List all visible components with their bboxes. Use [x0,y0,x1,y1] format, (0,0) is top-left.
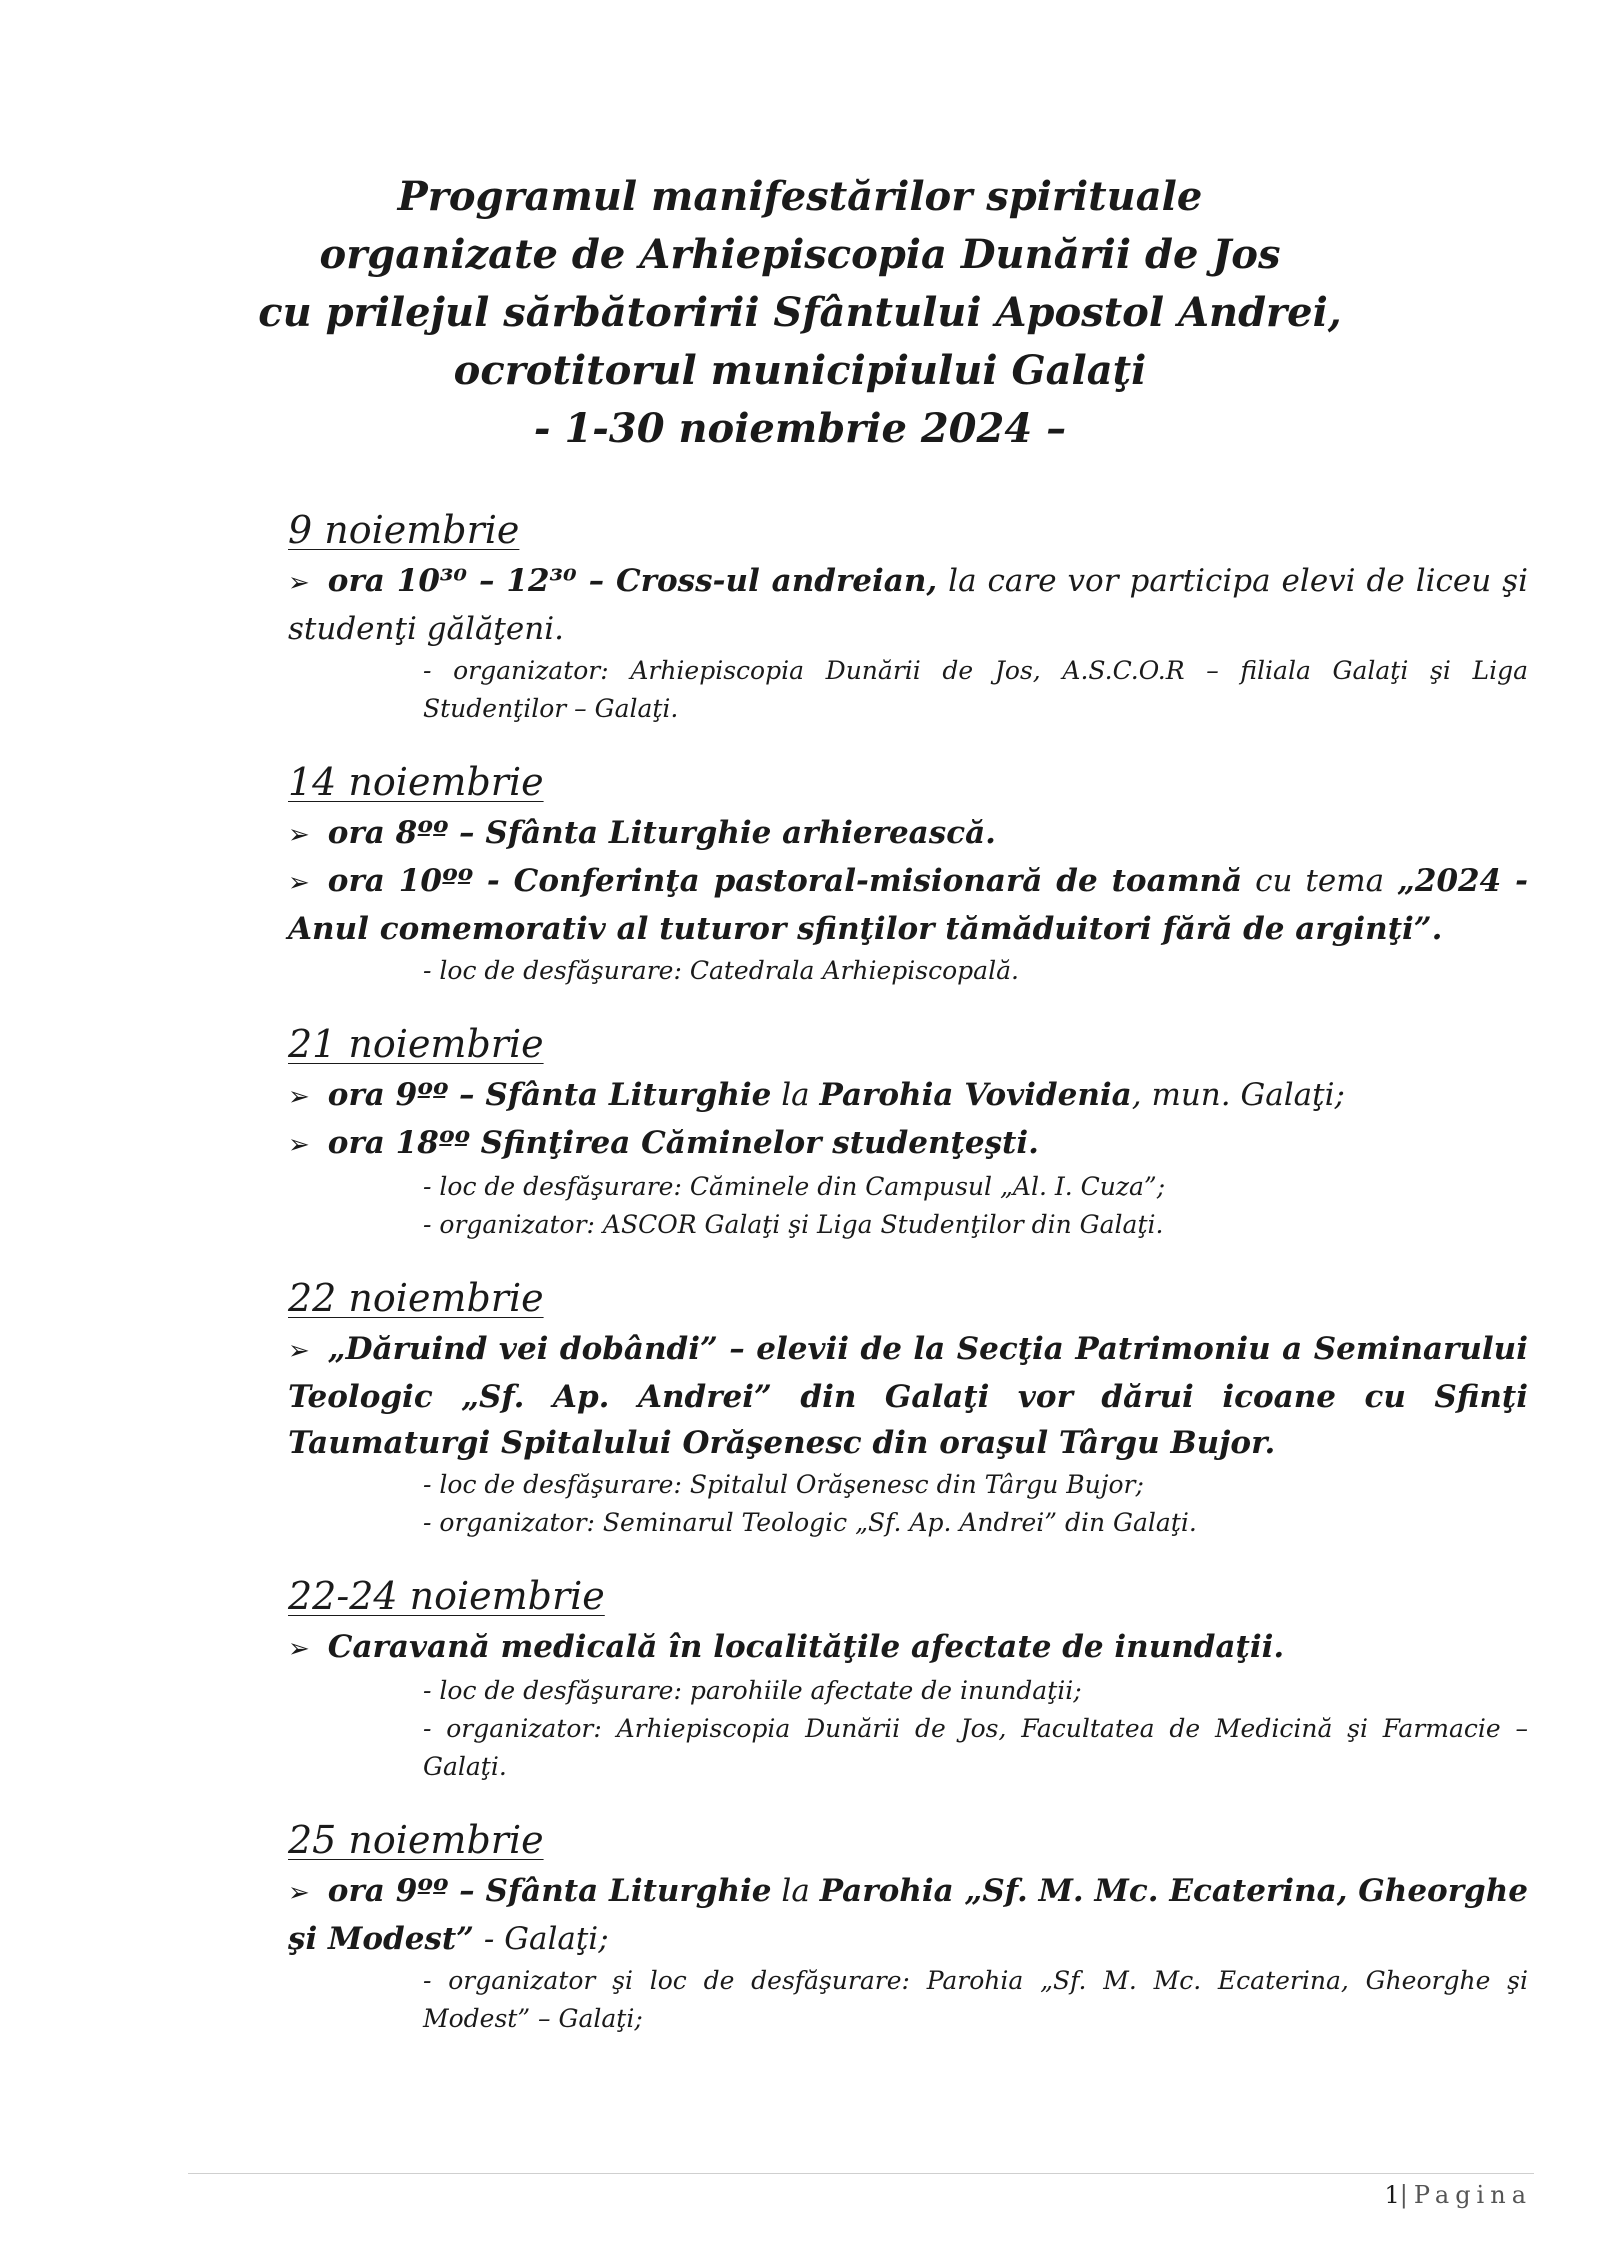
arrowhead-bullet-icon: ➢ [288,868,310,898]
event-text: la [771,1077,820,1113]
event-note: - loc de desfăşurare: Spitalul Orăşenesc din Târgu Bujor; [423,1470,1144,1499]
footer-separator: | [1399,2181,1414,2209]
event-title: ora 18ºº Sfinţirea Căminelor studenţeşti. [327,1125,1039,1161]
title-line: - 1-30 noiembrie 2024 – [533,405,1067,452]
event-note: - organizator: Arhiepiscopia Dunării de Jos, Facultatea de Medicină şi Farmacie – Galaţi. [423,1714,1528,1781]
event-title: ora 10³⁰ – 12³⁰ – Cross-ul andreian, [327,563,938,599]
event-text: - Galaţi; [474,1921,609,1957]
schedule-section [288,1816,1528,2038]
footer-divider [188,2173,1534,2174]
page-number: 1 [1384,2181,1400,2209]
section-date: 22-24 noiembrie [288,1574,605,1618]
event-location: Parohia Vovidenia [819,1077,1132,1113]
arrowhead-bullet-icon: ➢ [288,1082,310,1112]
event-title: ora 8ºº – Sfânta Liturghie arhierească. [327,815,996,851]
event-item [288,558,1528,652]
event-text: , mun. Galaţi; [1131,1077,1345,1113]
event-text: cu tema [1242,863,1398,899]
section-date: 21 noiembrie [288,1022,544,1066]
event-item [288,1624,1528,1672]
event-item [288,1120,1528,1168]
event-note: - loc de desfăşurare: parohiile afectate de inundaţii; [423,1676,1082,1705]
event-note: - organizator: Seminarul Teologic „Sf. Ap. Andrei” din Galaţi. [423,1508,1197,1537]
schedule-section [288,1274,1528,1542]
event-note: - organizator: Arhiepiscopia Dunării de Jos, A.S.C.O.R – filiala Galaţi şi Liga Studenţilor – Galaţi. [423,656,1528,723]
schedule-content [288,506,1528,2068]
title-line: cu prilejul sărbătoririi Sfântului Apostol Andrei, [258,289,1342,336]
event-title: „Dăruind vei dobândi” – elevii de la Secţia Patrimoniu a Seminarului Teologic „Sf. Ap. Andrei” din Galaţi vor dărui icoane cu Sfinţi Taumaturgi Spitalului Orăşenesc din oraşul Târgu Bujor. [288,1331,1528,1461]
event-note: - organizator şi loc de desfăşurare: Parohia „Sf. M. Mc. Ecaterina, Gheorghe şi Modest” – Galaţi; [423,1966,1528,2033]
document-title [180,168,1420,458]
page-footer [1384,2181,1532,2209]
schedule-section [288,1572,1528,1786]
event-note: - loc de desfăşurare: Catedrala Arhiepiscopală. [423,956,1019,985]
arrowhead-bullet-icon: ➢ [288,1878,310,1908]
event-text: la care vor participa elevi de liceu şi studenţi gălăţeni. [288,563,1528,647]
schedule-section [288,506,1528,728]
arrowhead-bullet-icon: ➢ [288,1634,310,1664]
section-date: 14 noiembrie [288,760,544,804]
event-item [288,1326,1528,1466]
event-item [288,810,1528,858]
arrowhead-bullet-icon: ➢ [288,1336,310,1366]
event-note: - loc de desfăşurare: Căminele din Campusul „Al. I. Cuza”; [423,1172,1166,1201]
section-date: 9 noiembrie [288,508,520,552]
section-date: 25 noiembrie [288,1818,544,1862]
event-title: ora 9ºº – Sfânta Liturghie [327,1077,772,1113]
event-item [288,858,1528,952]
arrowhead-bullet-icon: ➢ [288,568,310,598]
arrowhead-bullet-icon: ➢ [288,1130,310,1160]
event-theme: „2024 -Anul comemorativ al tuturor sfinţilor tămăduitori fără de arginţi”. [288,863,1528,947]
schedule-section [288,758,1528,990]
event-item [288,1868,1528,1962]
event-location: Parohia „Sf. M. Mc. Ecaterina, Gheorghe şi Modest” [288,1873,1528,1957]
section-date: 22 noiembrie [288,1276,544,1320]
title-line: Programul manifestărilor spirituale [397,173,1203,220]
footer-page-label: Pagina [1413,2181,1532,2209]
event-title: ora 9ºº – Sfânta Liturghie [327,1873,772,1909]
event-note: - organizator: ASCOR Galaţi şi Liga Studenţilor din Galaţi. [423,1210,1164,1239]
schedule-section [288,1020,1528,1244]
event-title: Caravană medicală în localităţile afectate de inundaţii. [327,1629,1285,1665]
event-text: la [771,1873,820,1909]
title-line: ocrotitorul municipiului Galaţi [453,347,1147,394]
arrowhead-bullet-icon: ➢ [288,820,310,850]
event-title: ora 10ºº - Conferinţa pastoral-misionară de toamnă [327,863,1243,899]
title-line: organizate de Arhiepiscopia Dunării de Jos [319,231,1281,278]
event-item [288,1072,1528,1120]
